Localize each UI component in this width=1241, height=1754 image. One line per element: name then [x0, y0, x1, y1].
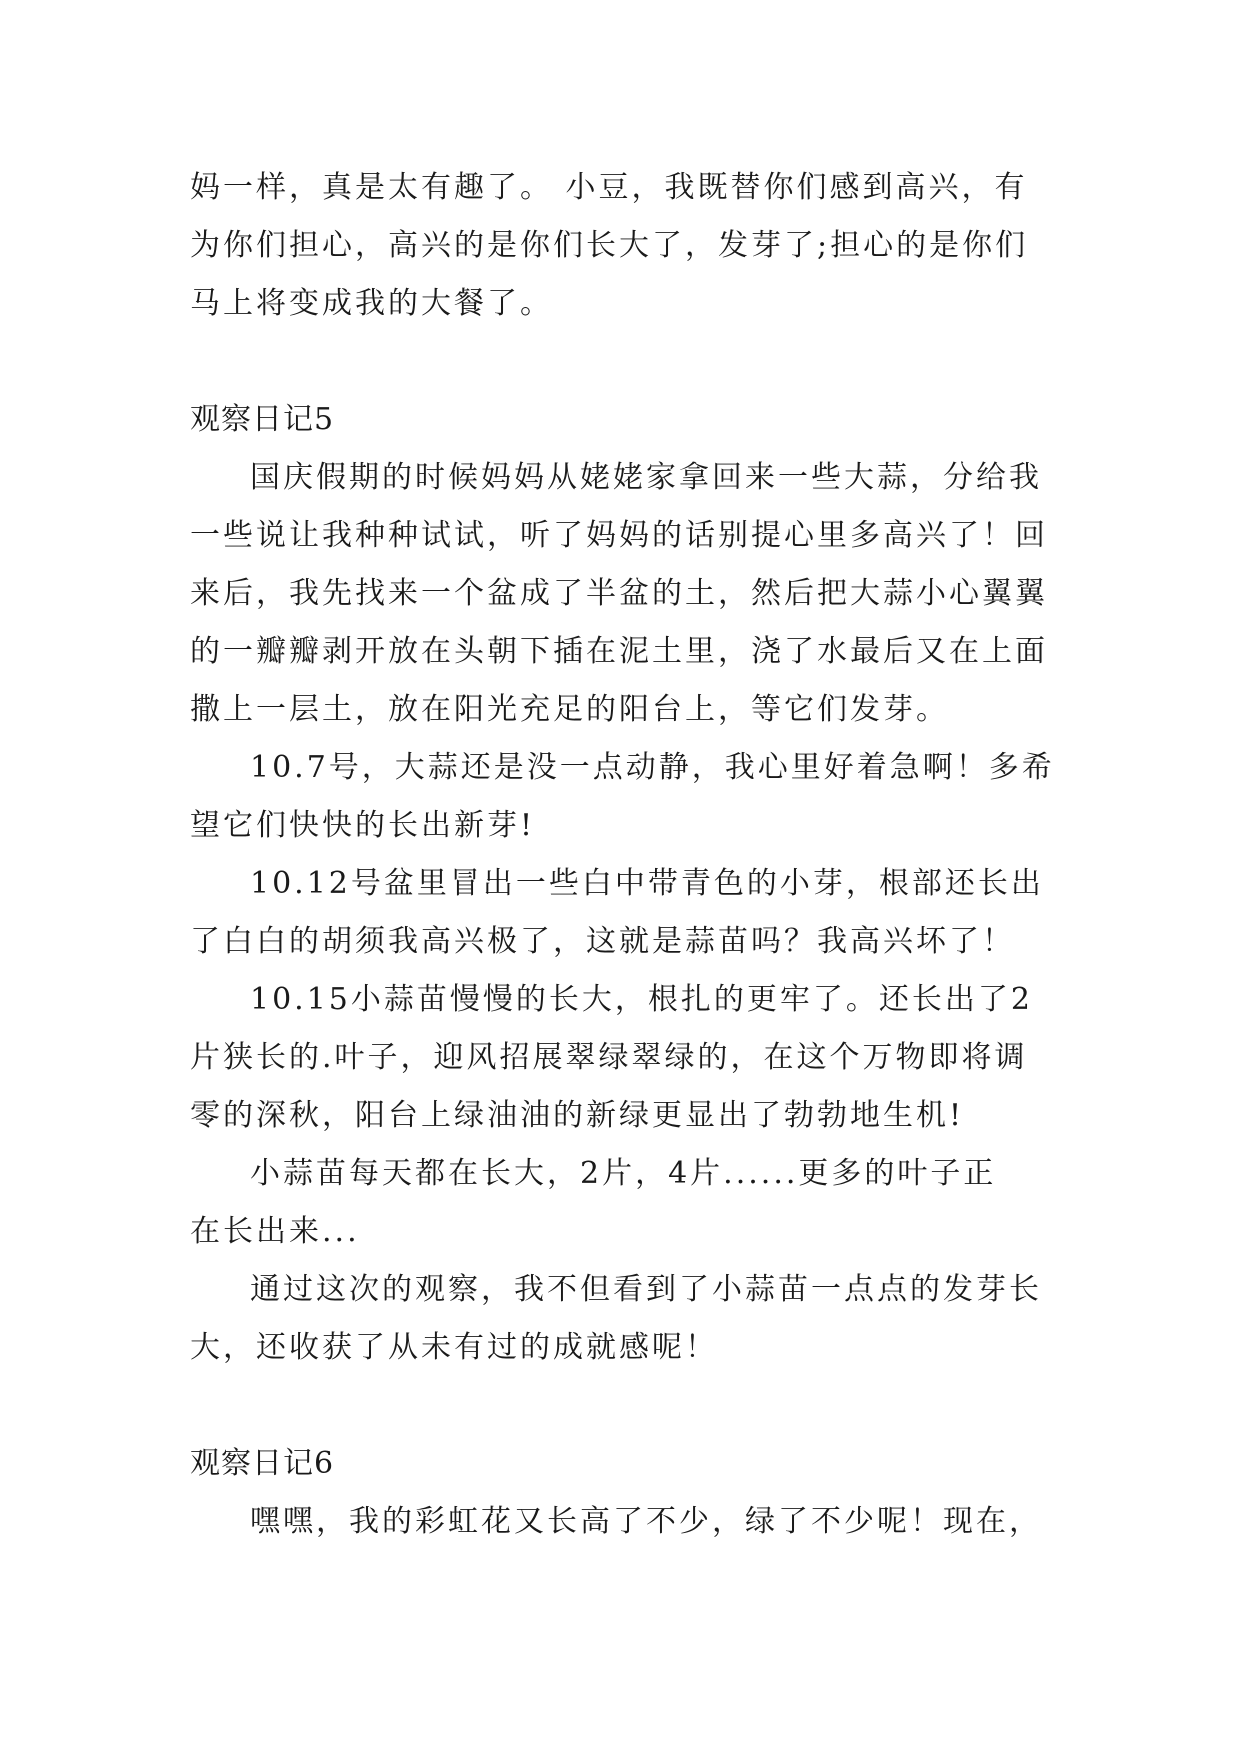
- text-line: 撒上一层土，放在阳光充足的阳台上，等它们发芽。: [190, 692, 949, 727]
- paragraph-start: 国庆假期的时候妈妈从姥姥家拿回来一些大蒜，分给我: [250, 460, 1042, 495]
- text-line: 在长出来...: [190, 1214, 360, 1249]
- text-line: 零的深秋，阳台上绿油油的新绿更显出了勃勃地生机!: [190, 1098, 965, 1133]
- text-line: 大，还收获了从未有过的成就感呢！: [190, 1330, 718, 1365]
- paragraph-start: 10.15小蒜苗慢慢的长大，根扎的更牢了。还长出了2: [250, 982, 1033, 1017]
- paragraph-start: 10.12号盆里冒出一些白中带青色的小芽，根部还长出: [250, 866, 1044, 901]
- text-line: 妈一样，真是太有趣了。 小豆，我既替你们感到高兴，有: [190, 170, 1028, 205]
- text-line: 片狭长的.叶子，迎风招展翠绿翠绿的，在这个万物即将调: [190, 1040, 1028, 1075]
- paragraph-start: 小蒜苗每天都在长大，2片，4片......更多的叶子正: [250, 1156, 997, 1191]
- text-line: 来后，我先找来一个盆成了半盆的土，然后把大蒜小心翼翼: [190, 576, 1048, 611]
- text-line: 了白白的胡须我高兴极了，这就是蒜苗吗？我高兴坏了！: [190, 924, 1015, 959]
- text-line: 为你们担心，高兴的是你们长大了，发芽了;担心的是你们: [190, 228, 1029, 263]
- section-heading-6: 观察日记6: [190, 1446, 335, 1481]
- text-line: 的一瓣瓣剥开放在头朝下插在泥土里，浇了水最后又在上面: [190, 634, 1048, 669]
- paragraph-start: 通过这次的观察，我不但看到了小蒜苗一点点的发芽长: [250, 1272, 1042, 1307]
- text-line: 一些说让我种种试试，听了妈妈的话别提心里多高兴了！回: [190, 518, 1048, 553]
- paragraph-start: 嘿嘿，我的彩虹花又长高了不少，绿了不少呢！现在，: [250, 1504, 1042, 1539]
- section-heading-5: 观察日记5: [190, 402, 335, 437]
- paragraph-start: 10.7号，大蒜还是没一点动静，我心里好着急啊！多希: [250, 750, 1055, 785]
- text-line: 马上将变成我的大餐了。: [190, 286, 553, 321]
- text-line: 望它们快快的长出新芽!: [190, 808, 536, 843]
